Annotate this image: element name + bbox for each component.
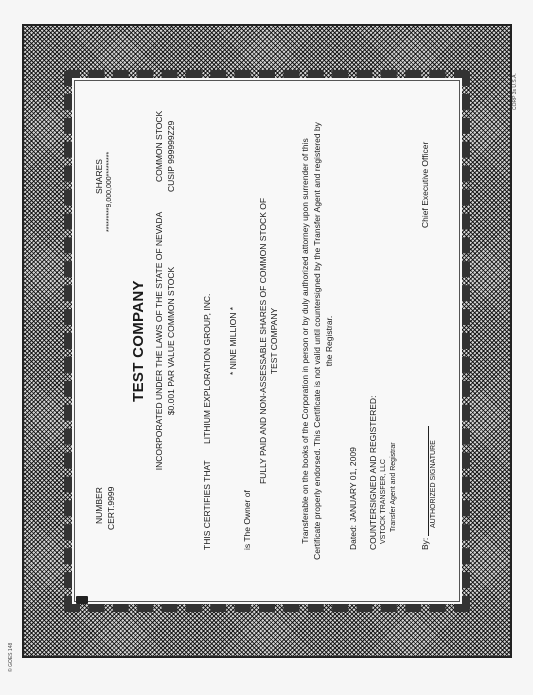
transfer-text-1: Transferable on the books of the Corporation in person or by duly authorized attorney upon surrender of this xyxy=(300,138,310,544)
shares-description-1: FULLY PAID AND NON-ASSESSABLE SHARES OF COMMON STOCK OF xyxy=(258,197,268,485)
company-name: TEST COMPANY xyxy=(130,280,147,402)
amount-words: * NINE MILLION * xyxy=(228,306,238,376)
owner-name: LITHIUM EXPLORATION GROUP, INC. xyxy=(202,293,212,444)
incorporation-line: INCORPORATED UNDER THE LAWS OF THE STATE OF NEVADA xyxy=(154,211,164,471)
transfer-text-2: Certificate properly endorsed. This Certificate is not valid until countersigned by the Transfer Agent and registered by xyxy=(312,122,322,560)
number-value: CERT.9999 xyxy=(106,486,116,530)
edge-mark-right: CORP 3s U.S.A. xyxy=(512,73,518,110)
officer-title: Chief Executive Officer xyxy=(420,141,430,228)
by-label: By: xyxy=(420,537,430,550)
authorized-signature: AUTHORIZED SIGNATURE xyxy=(430,440,437,528)
par-value-line: $0.001 PAR VALUE COMMON STOCK xyxy=(166,266,176,416)
dated-value: JANUARY 01, 2009 xyxy=(348,447,358,522)
dated-label: Dated: xyxy=(348,524,358,550)
cusip: CUSIP 999999Z29 xyxy=(166,120,176,192)
signature-line xyxy=(428,426,429,536)
stock-class: COMMON STOCK xyxy=(154,110,164,182)
certificate-body xyxy=(72,78,462,604)
countersigned-label: COUNTERSIGNED AND REGISTERED: xyxy=(368,395,378,550)
owner-label: is The Owner of xyxy=(242,490,252,550)
transfer-agent-name: VSTOCK TRANSFER, LLC xyxy=(380,459,387,544)
edge-mark-left: © GOES 148 xyxy=(8,642,14,672)
number-label: NUMBER xyxy=(94,487,104,524)
transfer-text-3: the Registrar. xyxy=(324,315,334,367)
transfer-agent-role: Transfer Agent and Registrar xyxy=(390,442,397,532)
certifies-label: THIS CERTIFIES THAT xyxy=(202,460,212,550)
shares-label: SHARES xyxy=(94,159,104,194)
shares-description-2: TEST COMPANY xyxy=(269,307,279,375)
shares-value: *********9,000,000********* xyxy=(106,151,113,232)
